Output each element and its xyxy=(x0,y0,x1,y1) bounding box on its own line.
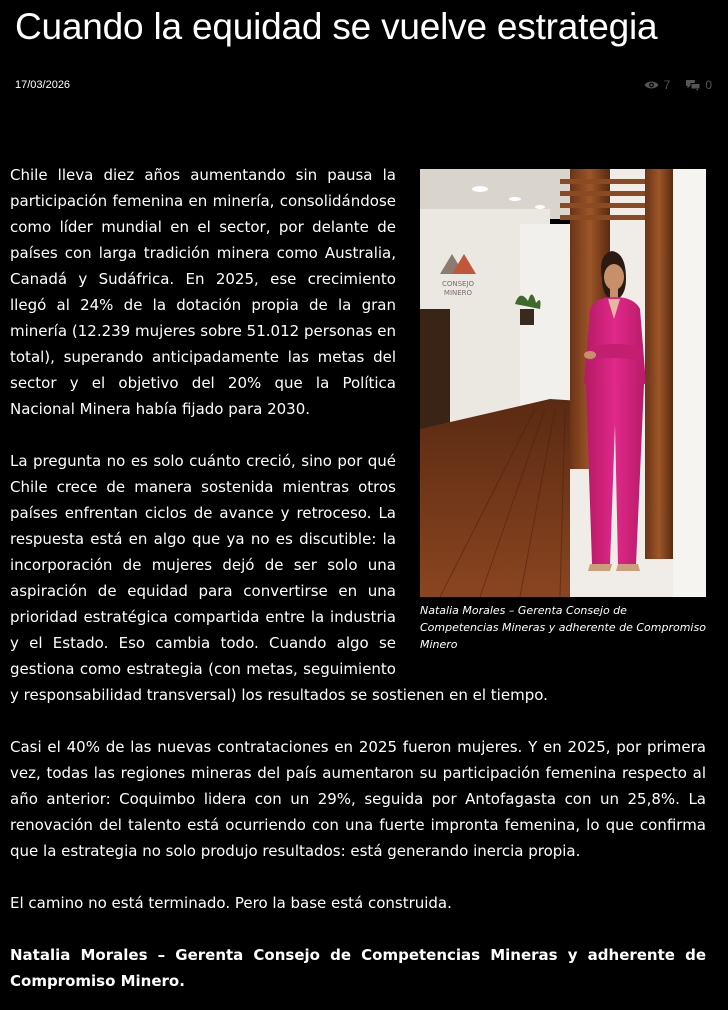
photo-caption: Natalia Morales – Gerenta Consejo de Competencias Mineras y adherente de Compromiso Minero xyxy=(420,604,706,651)
eye-icon xyxy=(644,80,659,90)
svg-text:MINERO: MINERO xyxy=(443,289,473,297)
paragraph-4: El camino no está terminado. Pero la base está construida. xyxy=(10,894,452,912)
svg-text:CONSEJO: CONSEJO xyxy=(441,280,475,288)
comments-count: 0 xyxy=(705,78,712,92)
paragraph-2: La pregunta no es solo cuánto creció, sino por qué Chile crece de manera sostenida mientras otros países enfrentan ciclos de avance y retroceso. La respuesta está en algo que ya no es discutible: la incorporación de mujeres dejó de ser solo una aspiración de equidad para convertirse en una prioridad estratégica compartida entre la industria y el Estado. Eso cambia todo. Cuando algo se gestiona como estrategia (con metas, seguimiento y responsabilidad transversal) los resultados se sostienen en el tiempo. xyxy=(10,452,548,704)
paragraph-1: Chile lleva diez años aumentando sin pausa la participación femenina en minería, consolidándose como líder mundial en el sector, por delante de países con larga tradición minera como Australia, Canadá y Sudáfrica. En 2025, ese crecimiento llegó al 24% de la dotación propia de la gran minería (12.239 mujeres sobre 51.012 personas en total), superando anticipadamente las metas del sector y el objetivo del 20% que la Política Nacional Minera había fijado para 2030. xyxy=(10,166,396,418)
article-stats xyxy=(644,78,712,92)
article-meta xyxy=(15,78,712,94)
comments-icon xyxy=(686,80,700,91)
views-stat xyxy=(644,78,671,92)
article-figure xyxy=(420,169,706,653)
article-title: Cuando la equidad se vuelve estrategia xyxy=(15,6,658,47)
author-signature: Natalia Morales – Gerenta Consejo de Competencias Mineras y adherente de Compromiso Minero. xyxy=(10,946,706,990)
paragraph-3: Casi el 40% de las nuevas contrataciones en 2025 fueron mujeres. Y en 2025, por primera vez, todas las regiones mineras del país aumentaron su participación femenina respecto al año anterior: Coquimbo lidera con un 29%, seguida por Antofagasta con un 25,8%. La renovación del talento está ocurriendo con una fuerte impronta femenina, lo que confirma que la estrategia no solo produjo resultados: está generando inercia propia. xyxy=(10,738,706,860)
publish-date: 17/03/2026 xyxy=(15,79,71,91)
comments-stat[interactable] xyxy=(686,78,712,92)
article-body xyxy=(10,162,706,994)
portrait-photo[interactable] xyxy=(420,169,706,597)
views-count: 7 xyxy=(663,78,671,92)
